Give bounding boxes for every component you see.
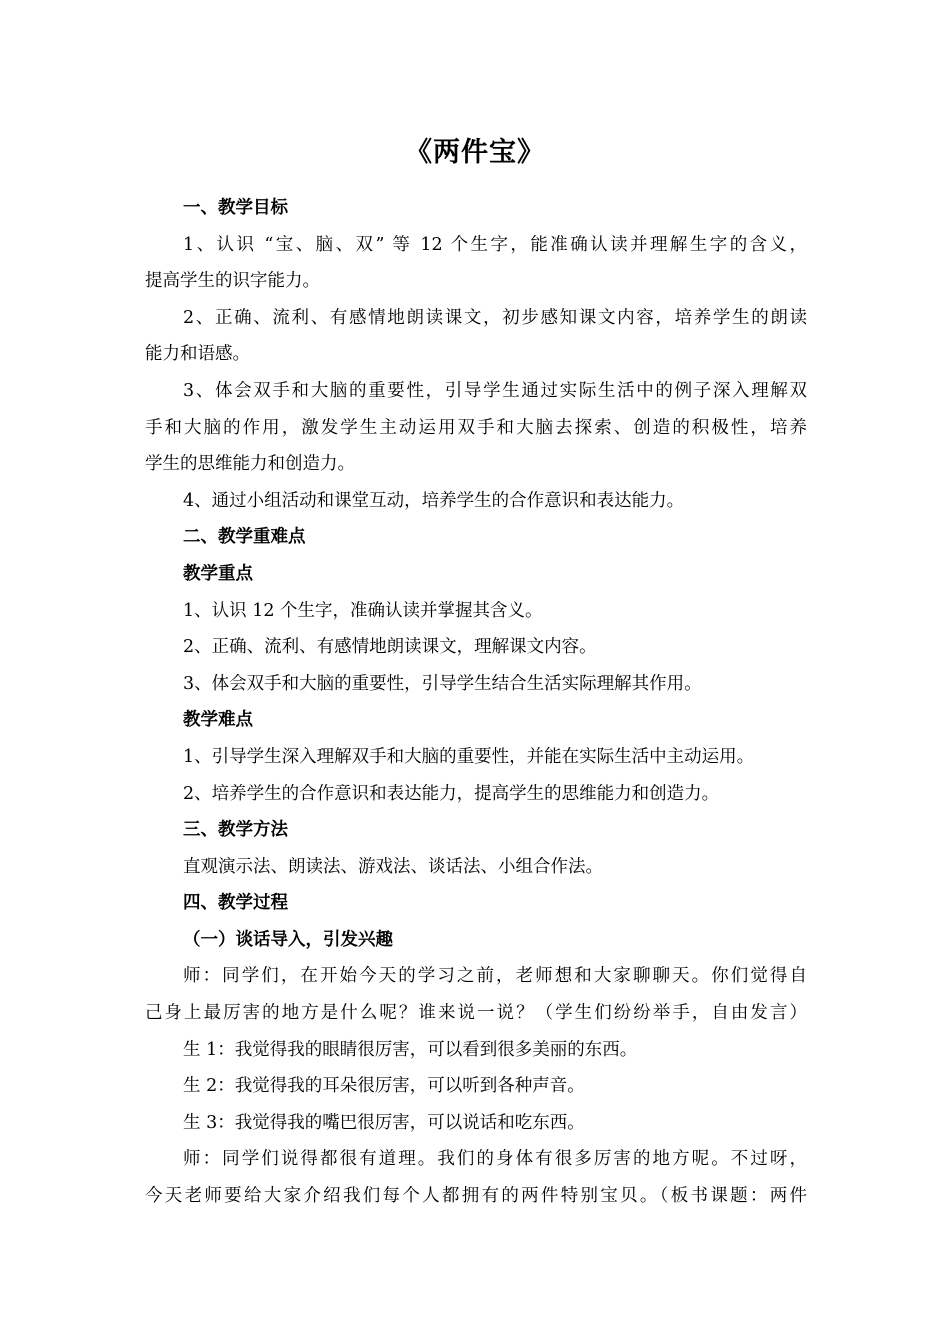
paragraph-line: 手和大脑的作用，激发学生主动运用双手和大脑去探索、创造的积极性，培养 xyxy=(145,417,807,438)
paragraph-line: 生 2：我觉得我的耳朵很厉害，可以听到各种声音。 xyxy=(183,1076,585,1097)
section-heading: 一、教学目标 xyxy=(183,198,288,218)
paragraph-line: 3、体会双手和大脑的重要性，引导学生通过实际生活中的例子深入理解双 xyxy=(183,380,807,401)
paragraph-line: 1、认识 12 个生字，准确认读并掌握其含义。 xyxy=(183,600,543,621)
paragraph-line: 1、引导学生深入理解双手和大脑的重要性，并能在实际生活中主动运用。 xyxy=(183,746,755,767)
paragraph-line: 生 1：我觉得我的眼睛很厉害，可以看到很多美丽的东西。 xyxy=(183,1039,638,1060)
paragraph-line: 3、体会双手和大脑的重要性，引导学生结合生活实际理解其作用。 xyxy=(183,673,702,694)
paragraph-line: 生 3：我觉得我的嘴巴很厉害，可以说话和吃东西。 xyxy=(183,1112,585,1133)
section-heading: 教学重点 xyxy=(183,563,253,584)
document-body xyxy=(145,190,807,1215)
paragraph-line: 能力和语感。 xyxy=(145,344,250,365)
section-heading: （一）谈话导入，引发兴趣 xyxy=(183,929,393,950)
paragraph-line: 2、培养学生的合作意识和表达能力，提高学生的思维能力和创造力。 xyxy=(183,783,720,804)
section-heading: 二、教学重难点 xyxy=(183,527,306,548)
section-heading: 教学难点 xyxy=(183,710,253,731)
paragraph-line: 直观演示法、朗读法、游戏法、谈话法、小组合作法。 xyxy=(183,856,603,877)
paragraph-line: 提高学生的识字能力。 xyxy=(145,271,320,292)
paragraph-line: 2、正确、流利、有感情地朗读课文，初步感知课文内容，培养学生的朗读 xyxy=(183,307,807,328)
paragraph-line: 己身上最厉害的地方是什么呢？谁来说一说？（学生们纷纷举手，自由发言） xyxy=(145,1003,807,1024)
paragraph-line: 1、认识 “宝、脑、双” 等 12 个生字，能准确认读并理解生字的含义， xyxy=(183,234,807,255)
section-heading: 三、教学方法 xyxy=(183,820,288,841)
paragraph-line: 4、通过小组活动和课堂互动，培养学生的合作意识和表达能力。 xyxy=(183,490,685,511)
paragraph-line: 学生的思维能力和创造力。 xyxy=(145,454,355,475)
paragraph-line: 师：同学们说得都很有道理。我们的身体有很多厉害的地方呢。不过呀， xyxy=(183,1149,807,1170)
page-title: 《两件宝》 xyxy=(405,137,545,168)
paragraph-line: 师：同学们，在开始今天的学习之前，老师想和大家聊聊天。你们觉得自 xyxy=(183,966,807,987)
section-heading: 四、教学过程 xyxy=(183,893,288,914)
paragraph-line: 今天老师要给大家介绍我们每个人都拥有的两件特别宝贝。（板书课题：两件 xyxy=(145,1186,807,1207)
paragraph-line: 2、正确、流利、有感情地朗读课文，理解课文内容。 xyxy=(183,637,597,658)
